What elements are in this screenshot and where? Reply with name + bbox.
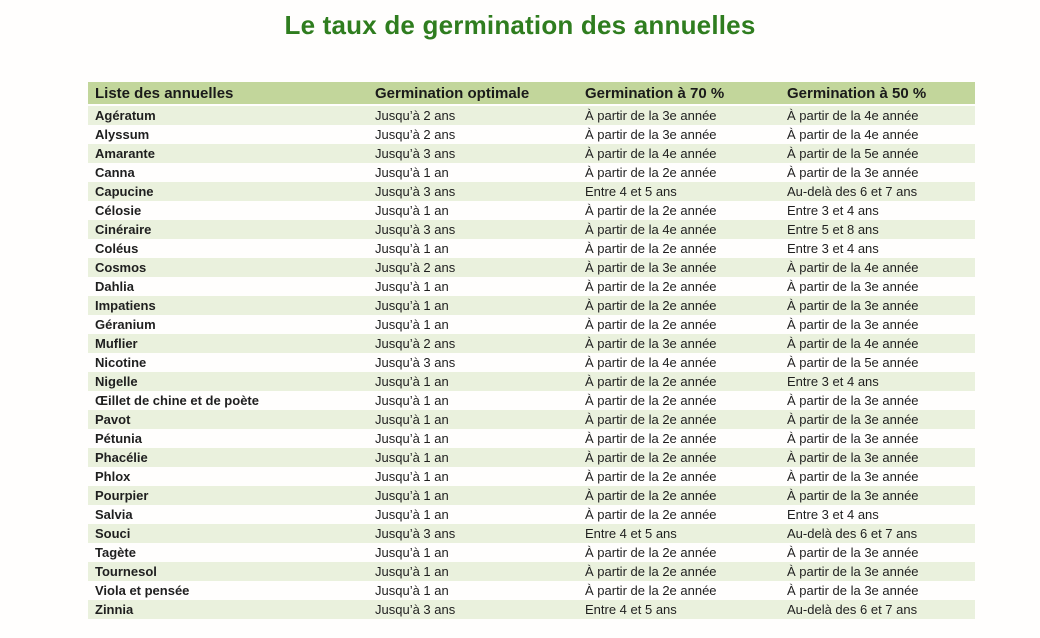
table-cell: À partir de la 2e année bbox=[585, 317, 717, 332]
table-cell: À partir de la 2e année bbox=[585, 545, 717, 560]
table-cell: À partir de la 4e année bbox=[585, 355, 717, 370]
plant-name-cell: Œillet de chine et de poète bbox=[95, 393, 259, 408]
plant-name-cell: Impatiens bbox=[95, 298, 156, 313]
table-cell: Jusqu’à 1 an bbox=[375, 564, 449, 579]
column-header-germination-optimale: Germination optimale bbox=[368, 82, 578, 105]
table-cell: À partir de la 3e année bbox=[787, 298, 919, 313]
table-row bbox=[88, 125, 975, 144]
table-cell: Entre 3 et 4 ans bbox=[787, 241, 879, 256]
plant-name-cell: Cosmos bbox=[95, 260, 147, 275]
column-header-liste-des-annuelles: Liste des annuelles bbox=[88, 82, 368, 105]
table-row bbox=[88, 391, 975, 410]
plant-name-cell: Canna bbox=[95, 165, 135, 180]
table-cell: À partir de la 2e année bbox=[585, 431, 717, 446]
table-row bbox=[88, 144, 975, 163]
table-cell: À partir de la 3e année bbox=[787, 450, 919, 465]
table-cell: À partir de la 3e année bbox=[787, 431, 919, 446]
table-cell: Entre 4 et 5 ans bbox=[585, 184, 677, 199]
table-cell: À partir de la 3e année bbox=[585, 108, 717, 123]
table-cell: À partir de la 3e année bbox=[787, 393, 919, 408]
germination-table bbox=[88, 82, 975, 619]
table-cell: À partir de la 3e année bbox=[787, 488, 919, 503]
table-cell: Jusqu’à 1 an bbox=[375, 165, 449, 180]
table-cell: À partir de la 4e année bbox=[585, 222, 717, 237]
table-cell: Jusqu’à 1 an bbox=[375, 412, 449, 427]
table-cell: À partir de la 3e année bbox=[787, 469, 919, 484]
plant-name-cell: Pavot bbox=[95, 412, 131, 427]
plant-name-cell: Souci bbox=[95, 526, 131, 541]
table-row bbox=[88, 220, 975, 239]
table-cell: Jusqu’à 1 an bbox=[375, 488, 449, 503]
plant-name-cell: Alyssum bbox=[95, 127, 150, 142]
table-cell: À partir de la 4e année bbox=[787, 127, 919, 142]
table-row bbox=[88, 296, 975, 315]
table-cell: À partir de la 3e année bbox=[585, 260, 717, 275]
table-row bbox=[88, 486, 975, 505]
table-cell: À partir de la 3e année bbox=[585, 127, 717, 142]
table-row bbox=[88, 182, 975, 201]
table-cell: À partir de la 2e année bbox=[585, 412, 717, 427]
table-cell: Entre 3 et 4 ans bbox=[787, 507, 879, 522]
table-row bbox=[88, 334, 975, 353]
table-cell: À partir de la 2e année bbox=[585, 298, 717, 313]
table-cell: Jusqu’à 1 an bbox=[375, 583, 449, 598]
table-cell: Jusqu’à 1 an bbox=[375, 203, 449, 218]
table-cell: Jusqu’à 1 an bbox=[375, 469, 449, 484]
table-row bbox=[88, 467, 975, 486]
table-cell: À partir de la 2e année bbox=[585, 374, 717, 389]
plant-name-cell: Agératum bbox=[95, 108, 156, 123]
table-cell: À partir de la 3e année bbox=[585, 336, 717, 351]
table-cell: Jusqu’à 3 ans bbox=[375, 355, 456, 370]
table-row bbox=[88, 600, 975, 619]
plant-name-cell: Coléus bbox=[95, 241, 139, 256]
column-header-germination-70: Germination à 70 % bbox=[578, 82, 780, 105]
plant-name-cell: Tagète bbox=[95, 545, 136, 560]
table-row bbox=[88, 201, 975, 220]
table-cell: Jusqu’à 1 an bbox=[375, 450, 449, 465]
table-cell: À partir de la 2e année bbox=[585, 165, 717, 180]
table-cell: Jusqu’à 3 ans bbox=[375, 222, 456, 237]
table-row bbox=[88, 315, 975, 334]
table-cell: Jusqu’à 1 an bbox=[375, 393, 449, 408]
table-cell: À partir de la 2e année bbox=[585, 279, 717, 294]
table-row bbox=[88, 105, 975, 125]
table-cell: À partir de la 4e année bbox=[787, 108, 919, 123]
table-header-row bbox=[88, 82, 975, 105]
table-row bbox=[88, 258, 975, 277]
table-cell: À partir de la 4e année bbox=[787, 260, 919, 275]
plant-name-cell: Pétunia bbox=[95, 431, 142, 446]
table-cell: À partir de la 2e année bbox=[585, 564, 717, 579]
table-row bbox=[88, 543, 975, 562]
table-cell: Jusqu’à 3 ans bbox=[375, 602, 456, 617]
plant-name-cell: Cinéraire bbox=[95, 222, 152, 237]
table-cell: Jusqu’à 1 an bbox=[375, 507, 449, 522]
table-cell: Jusqu’à 1 an bbox=[375, 241, 449, 256]
table-row bbox=[88, 163, 975, 182]
table-cell: Au-delà des 6 et 7 ans bbox=[787, 602, 918, 617]
table-cell: Entre 4 et 5 ans bbox=[585, 526, 677, 541]
table-cell: Jusqu’à 3 ans bbox=[375, 526, 456, 541]
table-cell: Entre 5 et 8 ans bbox=[787, 222, 879, 237]
plant-name-cell: Capucine bbox=[95, 184, 154, 199]
table-row bbox=[88, 372, 975, 391]
table-row bbox=[88, 581, 975, 600]
table-cell: À partir de la 2e année bbox=[585, 393, 717, 408]
plant-name-cell: Phacélie bbox=[95, 450, 148, 465]
table-row bbox=[88, 562, 975, 581]
table-cell: À partir de la 3e année bbox=[787, 279, 919, 294]
table-row bbox=[88, 524, 975, 543]
table-cell: À partir de la 3e année bbox=[787, 412, 919, 427]
plant-name-cell: Célosie bbox=[95, 203, 142, 218]
table-cell: Jusqu’à 1 an bbox=[375, 545, 449, 560]
table-cell: Jusqu’à 2 ans bbox=[375, 260, 456, 275]
table-cell: Jusqu’à 2 ans bbox=[375, 336, 456, 351]
plant-name-cell: Viola et pensée bbox=[95, 583, 190, 598]
table-cell: Jusqu’à 2 ans bbox=[375, 108, 456, 123]
table-row bbox=[88, 429, 975, 448]
table-cell: À partir de la 2e année bbox=[585, 469, 717, 484]
plant-name-cell: Géranium bbox=[95, 317, 156, 332]
table-row bbox=[88, 353, 975, 372]
table-cell: À partir de la 2e année bbox=[585, 507, 717, 522]
table-cell: Jusqu’à 3 ans bbox=[375, 146, 456, 161]
table-cell: À partir de la 3e année bbox=[787, 583, 919, 598]
table-cell: À partir de la 2e année bbox=[585, 488, 717, 503]
table-cell: Jusqu’à 1 an bbox=[375, 374, 449, 389]
table-cell: À partir de la 2e année bbox=[585, 241, 717, 256]
table-cell: Jusqu’à 1 an bbox=[375, 298, 449, 313]
plant-name-cell: Zinnia bbox=[95, 602, 134, 617]
table-cell: Entre 3 et 4 ans bbox=[787, 203, 879, 218]
table-row bbox=[88, 410, 975, 429]
plant-name-cell: Pourpier bbox=[95, 488, 149, 503]
plant-name-cell: Salvia bbox=[95, 507, 133, 522]
table-cell: À partir de la 3e année bbox=[787, 317, 919, 332]
plant-name-cell: Nicotine bbox=[95, 355, 147, 370]
table-cell: Entre 4 et 5 ans bbox=[585, 602, 677, 617]
table-cell: À partir de la 5e année bbox=[787, 355, 919, 370]
table-cell: Au-delà des 6 et 7 ans bbox=[787, 526, 918, 541]
plant-name-cell: Muflier bbox=[95, 336, 138, 351]
table-cell: À partir de la 4e année bbox=[787, 336, 919, 351]
table-row bbox=[88, 505, 975, 524]
table-row bbox=[88, 448, 975, 467]
plant-name-cell: Tournesol bbox=[95, 564, 157, 579]
table-body bbox=[88, 105, 975, 619]
table-cell: À partir de la 2e année bbox=[585, 583, 717, 598]
table-cell: Jusqu’à 1 an bbox=[375, 431, 449, 446]
plant-name-cell: Amarante bbox=[95, 146, 155, 161]
table-cell: À partir de la 2e année bbox=[585, 203, 717, 218]
table-cell: Entre 3 et 4 ans bbox=[787, 374, 879, 389]
table-row bbox=[88, 239, 975, 258]
table-cell: À partir de la 3e année bbox=[787, 165, 919, 180]
table-cell: Au-delà des 6 et 7 ans bbox=[787, 184, 918, 199]
plant-name-cell: Nigelle bbox=[95, 374, 138, 389]
table-cell: À partir de la 5e année bbox=[787, 146, 919, 161]
table-cell: À partir de la 3e année bbox=[787, 564, 919, 579]
page-title: Le taux de germination des annuelles bbox=[284, 10, 756, 40]
table-cell: À partir de la 4e année bbox=[585, 146, 717, 161]
table-cell: Jusqu’à 3 ans bbox=[375, 184, 456, 199]
table-cell: À partir de la 3e année bbox=[787, 545, 919, 560]
table-cell: Jusqu’à 1 an bbox=[375, 317, 449, 332]
plant-name-cell: Dahlia bbox=[95, 279, 135, 294]
table-row bbox=[88, 277, 975, 296]
plant-name-cell: Phlox bbox=[95, 469, 131, 484]
table-cell: Jusqu’à 2 ans bbox=[375, 127, 456, 142]
table-cell: À partir de la 2e année bbox=[585, 450, 717, 465]
column-header-germination-50: Germination à 50 % bbox=[780, 82, 975, 105]
table-cell: Jusqu’à 1 an bbox=[375, 279, 449, 294]
